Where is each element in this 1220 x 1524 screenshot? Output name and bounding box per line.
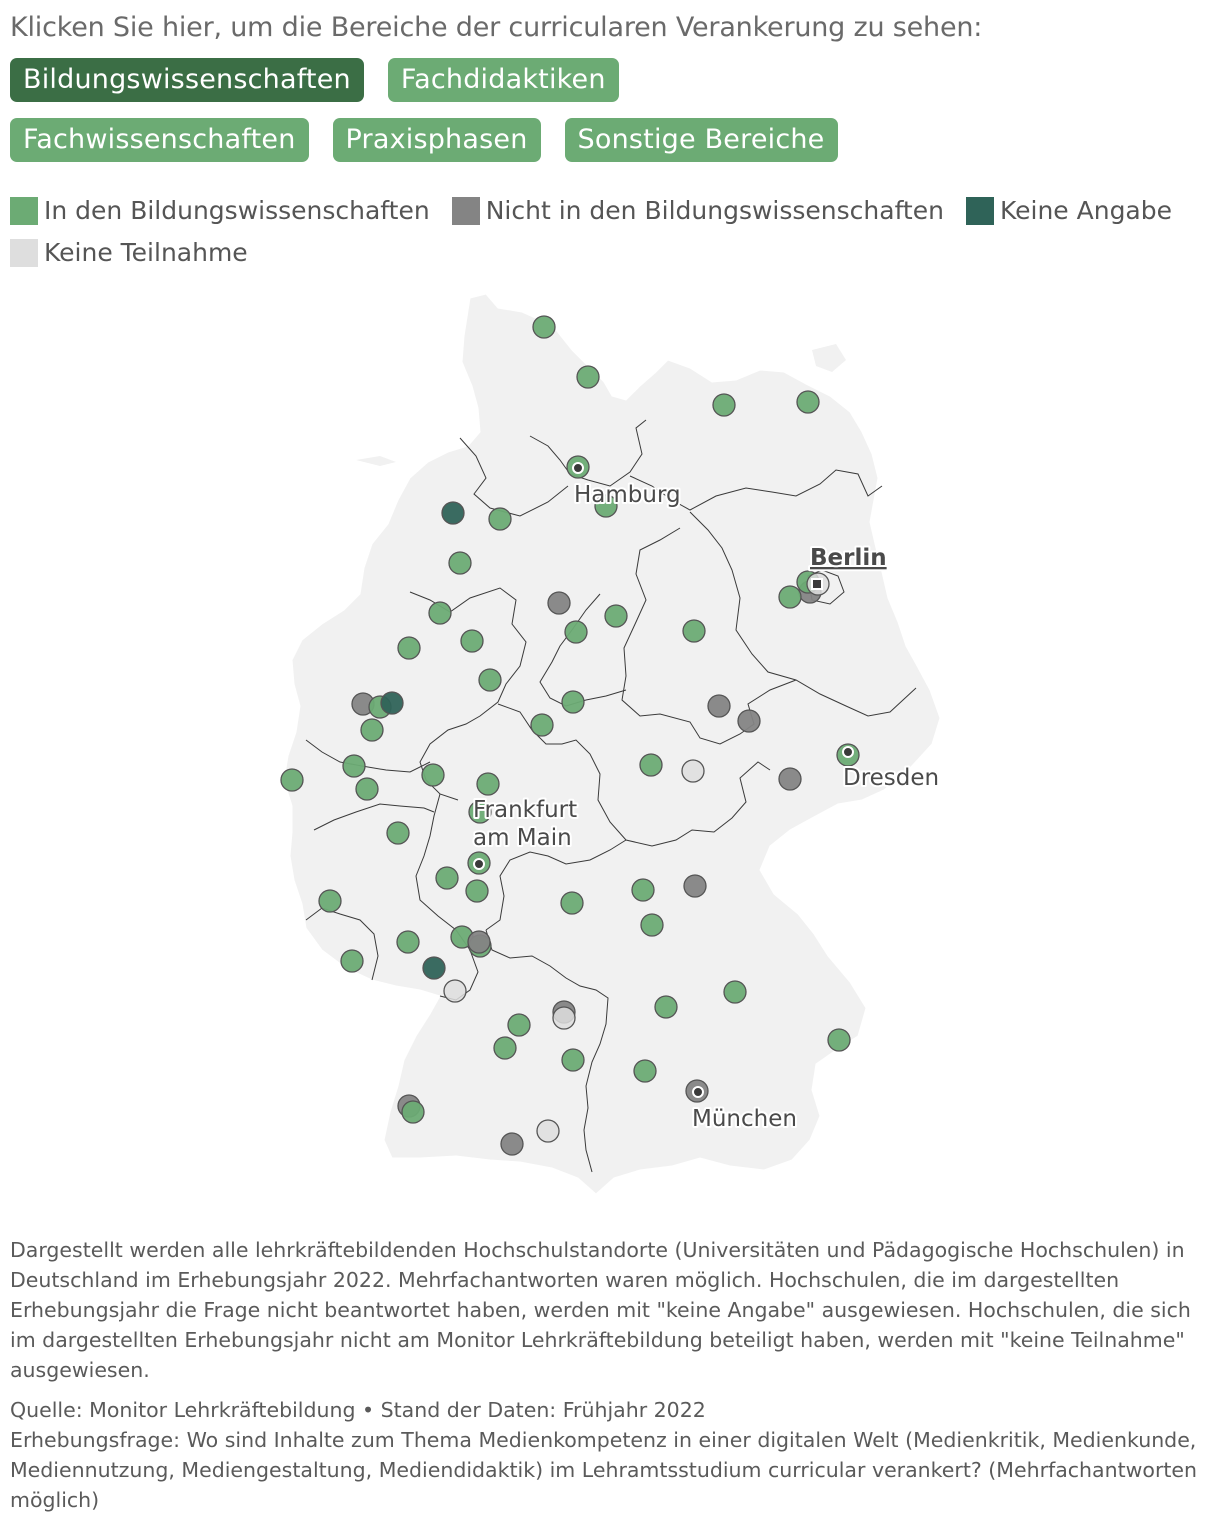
legend-item-in [10,196,430,225]
university-marker[interactable] [489,508,511,530]
university-marker[interactable] [442,502,464,524]
university-marker[interactable] [356,778,378,800]
university-marker[interactable] [634,1060,656,1082]
university-marker[interactable] [561,892,583,914]
source-line: Quelle: Monitor Lehrkräftebildung • Stand der Daten: Frühjahr 2022 [10,1398,706,1422]
university-marker[interactable] [466,880,488,902]
source-block [10,1395,1210,1515]
sonstige-bereiche-button[interactable]: Sonstige Bereiche [565,118,838,162]
university-marker[interactable] [477,773,499,795]
north-sea-island [356,456,396,466]
university-marker[interactable] [381,692,403,714]
legend-item-keine-angabe [966,196,1172,225]
university-marker[interactable] [724,981,746,1003]
praxisphasen-button[interactable]: Praxisphasen [333,118,541,162]
muenchen-label: München [692,1106,797,1132]
university-marker[interactable] [713,394,735,416]
muenchen-marker [693,1087,703,1097]
legend-label-nicht: Nicht in den Bildungswissenschaften [485,196,944,225]
university-marker[interactable] [508,1014,530,1036]
map-prompt: Klicken Sie hier, um die Bereiche der curricularen Verankerung zu sehen: [10,12,983,43]
berlin-marker [812,579,822,589]
university-marker[interactable] [828,1029,850,1051]
university-marker[interactable] [397,931,419,953]
university-marker[interactable] [429,602,451,624]
university-marker[interactable] [632,879,654,901]
frankfurt-marker [474,859,484,869]
university-marker[interactable] [684,875,706,897]
university-marker[interactable] [343,755,365,777]
university-marker[interactable] [562,1049,584,1071]
university-marker[interactable] [640,754,662,776]
legend-row-2 [10,238,270,267]
university-marker[interactable] [402,1101,424,1123]
university-marker[interactable] [461,630,483,652]
university-marker[interactable] [738,710,760,732]
university-marker[interactable] [577,366,599,388]
university-marker[interactable] [533,316,555,338]
footnote: Dargestellt werden alle lehrkräftebildenden Hochschulstandorte (Universitäten und Pädagogische Hochschulen) in Deutschland im Erhebungsjahr 2022. Mehrfachantworten waren möglich. Hochschulen, die im dargestellten Erhebungsjahr die Frage nicht beantwortet haben, werden mit "keine Angabe" ausgewiesen. Hochschulen, die sich im dargestellten Erhebungsjahr nicht am Monitor Lehrkräftebildung beteiligt haben, werden mit "keine Teilnahme" ausgewiesen. [10,1238,1191,1382]
hamburg-marker [573,463,583,473]
legend-swatch-light [10,239,38,267]
frankfurt-label-line2: am Main [473,825,572,851]
university-marker[interactable] [501,1133,523,1155]
university-marker[interactable] [444,980,466,1002]
legend-swatch-teal [966,197,994,225]
fachwissenschaften-button[interactable]: Fachwissenschaften [10,118,309,162]
university-marker[interactable] [531,714,553,736]
university-marker[interactable] [565,621,587,643]
frankfurt-label-line1: Frankfurt [473,797,578,823]
legend-swatch-green [10,197,38,225]
germany-land [284,294,940,1194]
university-marker[interactable] [562,691,584,713]
university-marker[interactable] [436,867,458,889]
university-marker[interactable] [655,996,677,1018]
university-marker[interactable] [548,592,570,614]
university-marker[interactable] [537,1120,559,1142]
fachdidaktiken-button[interactable]: Fachdidaktiken [388,58,619,102]
university-marker[interactable] [423,957,445,979]
university-marker[interactable] [641,914,663,936]
university-marker[interactable] [422,764,444,786]
legend-label-in: In den Bildungswissenschaften [44,196,430,225]
university-marker[interactable] [341,950,363,972]
university-marker[interactable] [398,637,420,659]
dresden-marker [843,747,853,757]
bildungswissenschaften-button[interactable]: Bildungswissenschaften [10,58,364,102]
germany-map [0,280,1220,1220]
ruegen-island [812,344,846,372]
university-marker[interactable] [779,586,801,608]
area-button-row-1 [10,58,619,102]
legend-item-keine-teilnahme [10,238,248,267]
university-marker[interactable] [479,669,501,691]
dresden-label: Dresden [843,765,940,791]
university-marker[interactable] [281,769,303,791]
university-marker[interactable] [387,822,409,844]
legend-item-nicht [452,196,944,225]
university-marker[interactable] [468,931,490,953]
hamburg-label: Hamburg [574,482,681,508]
university-marker[interactable] [361,719,383,741]
university-marker[interactable] [797,391,819,413]
university-marker[interactable] [683,620,705,642]
university-marker[interactable] [449,552,471,574]
university-marker[interactable] [605,605,627,627]
university-marker[interactable] [708,695,730,717]
survey-question: Erhebungsfrage: Wo sind Inhalte zum Thema Medienkompetenz in einer digitalen Welt (Medienkritik, Medienkunde, Mediennutzung, Mediengestaltung, Mediendidaktik) im Lehramtsstudium curricular verankert? (Mehrfachantworten möglich) [10,1428,1198,1512]
legend [10,196,1194,225]
legend-swatch-gray [452,197,480,225]
university-marker[interactable] [779,768,801,790]
university-marker[interactable] [682,760,704,782]
university-marker[interactable] [494,1037,516,1059]
university-marker[interactable] [319,890,341,912]
area-button-row-2 [10,118,838,162]
legend-label-keine-teilnahme: Keine Teilnahme [44,238,248,267]
university-marker[interactable] [553,1007,575,1029]
berlin-label: Berlin [810,545,887,571]
legend-label-keine-angabe: Keine Angabe [999,196,1173,225]
